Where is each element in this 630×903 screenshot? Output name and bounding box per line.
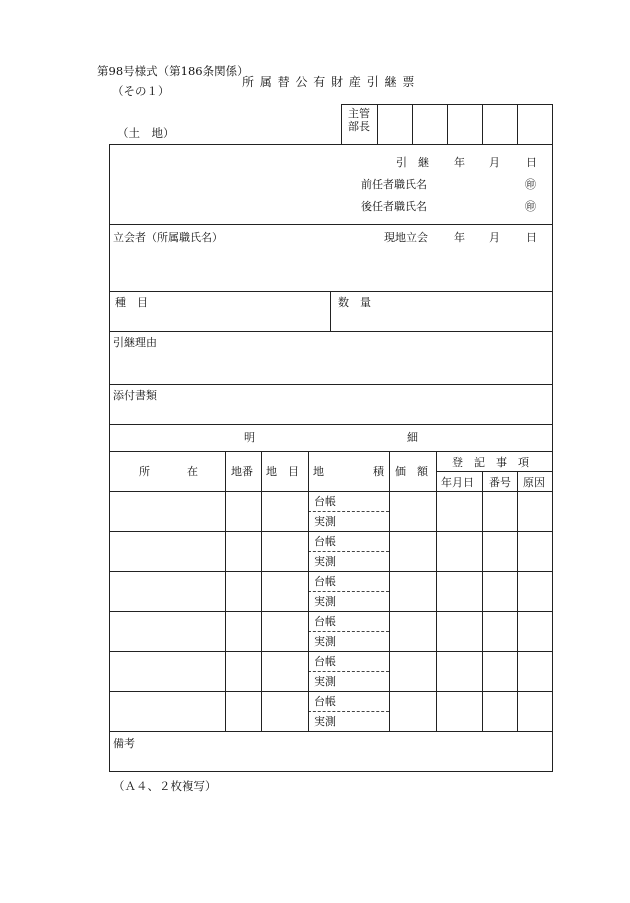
witness-label: 立会者（所属職氏名）	[113, 231, 223, 244]
row-measured-label: 実測	[314, 635, 336, 648]
column-land-type: 地 目	[266, 465, 299, 478]
row-measured-label: 実測	[314, 675, 336, 688]
footer-note: （Ａ４、２枚複写）	[113, 779, 217, 793]
column-location-b: 在	[187, 465, 198, 478]
detail-label-right: 細	[407, 431, 418, 444]
next-officer-label: 後任者職氏名	[361, 200, 427, 213]
approval-label-1: 主管	[348, 107, 370, 120]
column-area-b: 積	[373, 465, 384, 478]
row-ledger-label: 台帳	[314, 615, 336, 628]
row-ledger-label: 台帳	[314, 495, 336, 508]
row-measured-label: 実測	[314, 595, 336, 608]
column-value: 価 額	[395, 465, 428, 478]
handover-label: 引 継	[396, 156, 429, 169]
handover-year: 年	[454, 156, 465, 169]
row-ledger-label: 台帳	[314, 535, 336, 548]
page-title: 所 属 替 公 有 財 産 引 継 票	[242, 75, 416, 89]
column-lot: 地番	[231, 465, 253, 478]
column-location-a: 所	[139, 465, 150, 478]
approval-label-2: 部長	[348, 120, 370, 133]
seal-icon: ㊞	[525, 200, 536, 213]
prev-officer-label: 前任者職氏名	[361, 178, 427, 191]
column-date: 年月日	[441, 476, 474, 489]
kind-label: 種 目	[115, 296, 148, 309]
remarks-label: 備考	[113, 737, 135, 750]
column-cause: 原因	[523, 476, 545, 489]
reason-label: 引継理由	[113, 336, 157, 349]
quantity-label: 数 量	[338, 296, 371, 309]
row-ledger-label: 台帳	[314, 655, 336, 668]
sheet-number: （その１）	[112, 84, 170, 98]
row-measured-label: 実測	[314, 715, 336, 728]
row-ledger-label: 台帳	[314, 695, 336, 708]
row-measured-label: 実測	[314, 555, 336, 568]
column-area-a: 地	[313, 465, 324, 478]
seal-icon: ㊞	[525, 178, 536, 191]
row-ledger-label: 台帳	[314, 575, 336, 588]
witness-month: 月	[489, 231, 500, 244]
detail-label-left: 明	[244, 431, 255, 444]
witness-year: 年	[454, 231, 465, 244]
site-witness-label: 現地立会	[384, 231, 428, 244]
category-label: （土 地）	[117, 126, 175, 140]
handover-month: 月	[489, 156, 500, 169]
form-number: 第98号様式（第186条関係）	[97, 64, 249, 78]
row-measured-label: 実測	[314, 515, 336, 528]
column-registry: 登 記 事 項	[452, 456, 529, 469]
handover-day: 日	[526, 156, 537, 169]
attachments-label: 添付書類	[113, 389, 157, 402]
column-number: 番号	[489, 476, 511, 489]
witness-day: 日	[526, 231, 537, 244]
